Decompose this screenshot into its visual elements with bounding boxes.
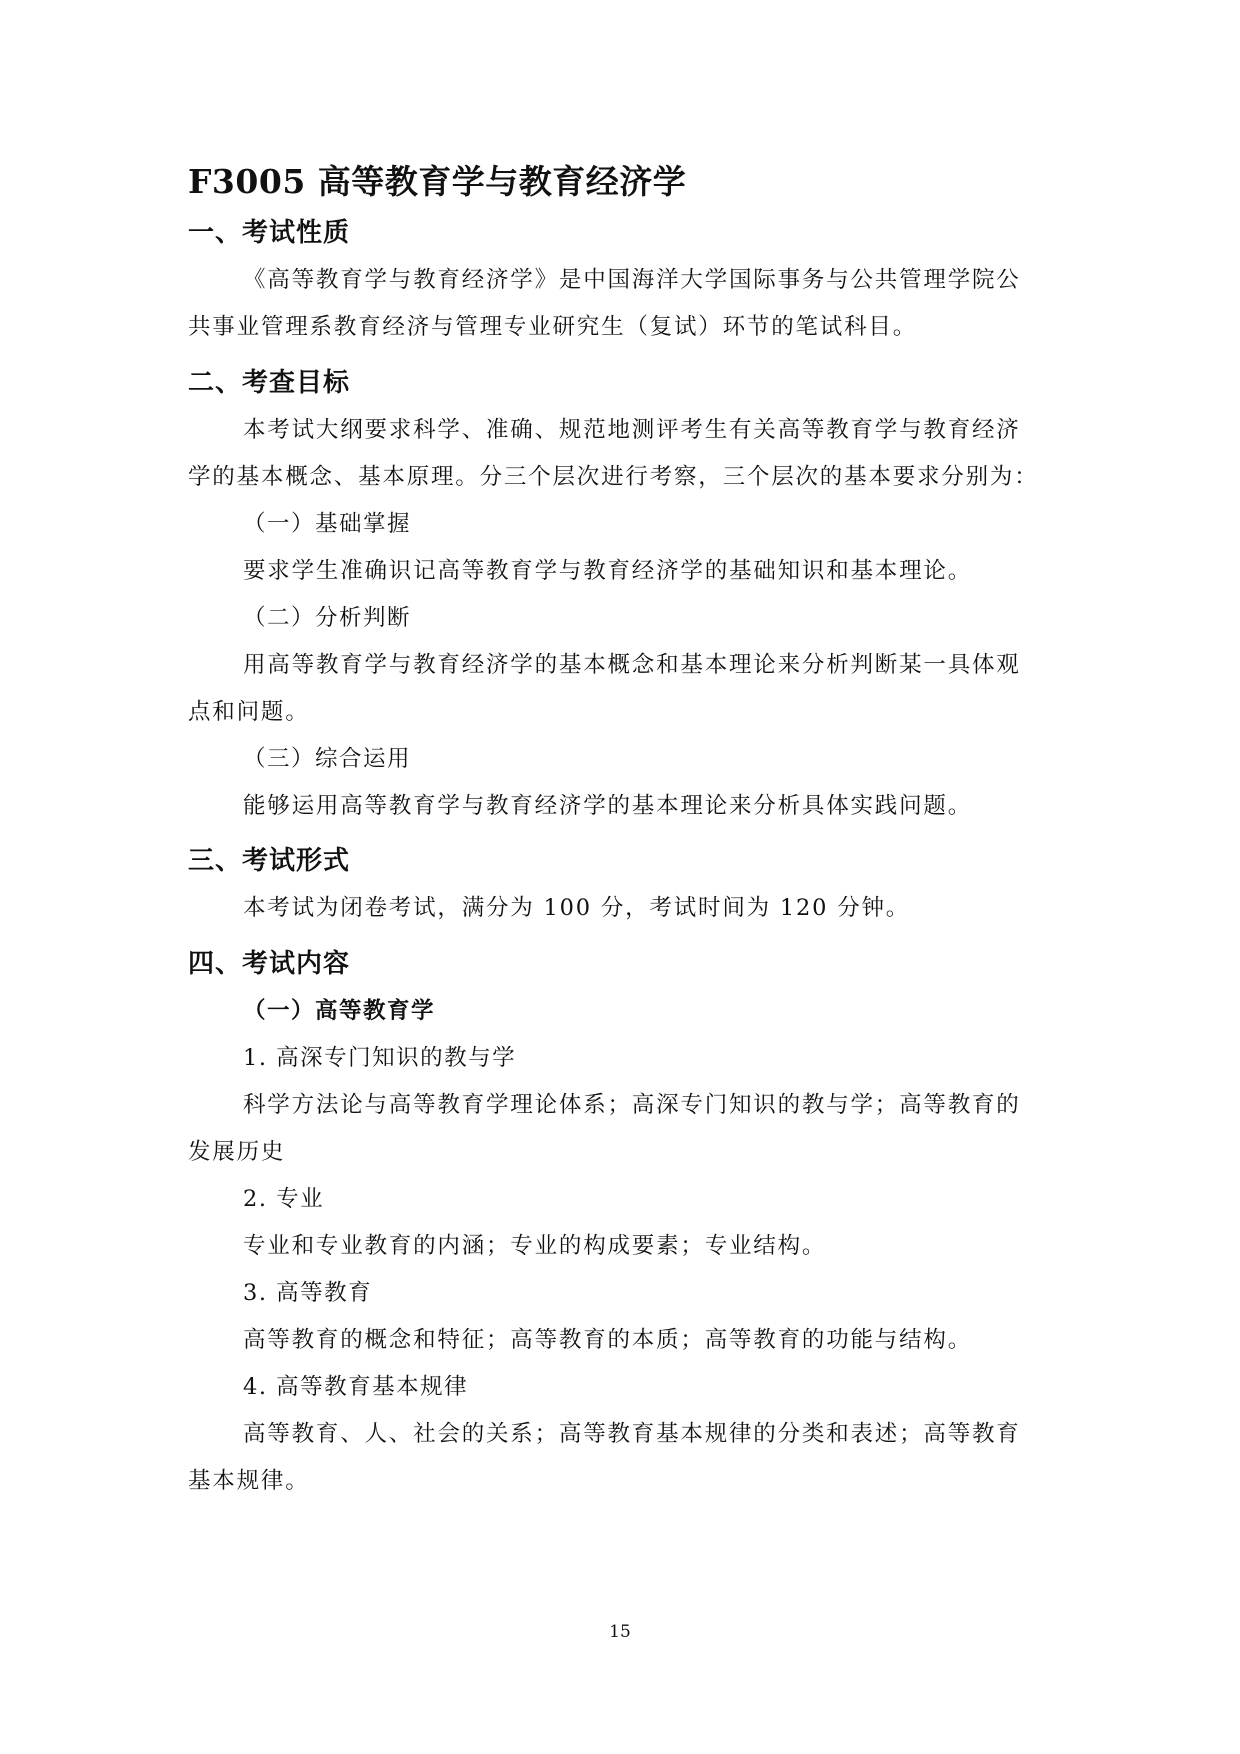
item-title: 2. 专业 bbox=[243, 1186, 325, 1212]
page-number: 15 bbox=[609, 1622, 631, 1642]
section-heading-exam-content: 四、考试内容 bbox=[188, 949, 351, 979]
paragraph-line: 共事业管理系教育经济与管理专业研究生（复试）环节的笔试科目。 bbox=[188, 314, 918, 340]
paragraph-line: 科学方法论与高等教育学理论体系；高深专门知识的教与学；高等教育的 bbox=[243, 1092, 1021, 1118]
paragraph-line: 发展历史 bbox=[188, 1139, 286, 1165]
subsection-title: （三）综合运用 bbox=[243, 746, 412, 772]
section-heading-exam-objectives: 二、考查目标 bbox=[188, 368, 351, 398]
item-title: 4. 高等教育基本规律 bbox=[243, 1374, 469, 1400]
paragraph-line: 专业和专业教育的内涵；专业的构成要素；专业结构。 bbox=[243, 1233, 827, 1259]
paragraph-line: 学的基本概念、基本原理。分三个层次进行考察，三个层次的基本要求分别为： bbox=[188, 464, 1039, 490]
section-heading-exam-format: 三、考试形式 bbox=[188, 846, 351, 876]
subsection-title: （一）基础掌握 bbox=[243, 511, 412, 537]
paragraph-line: 高等教育、人、社会的关系；高等教育基本规律的分类和表述；高等教育 bbox=[243, 1421, 1021, 1447]
paragraph-line: 本考试为闭卷考试，满分为 100 分，考试时间为 120 分钟。 bbox=[243, 895, 911, 921]
document-title: F3005 高等教育学与教育经济学 bbox=[188, 162, 687, 201]
paragraph-line: 点和问题。 bbox=[188, 699, 310, 725]
paragraph-line: 高等教育的概念和特征；高等教育的本质；高等教育的功能与结构。 bbox=[243, 1327, 973, 1353]
paragraph-line: 本考试大纲要求科学、准确、规范地测评考生有关高等教育学与教育经济 bbox=[243, 417, 1021, 443]
paragraph-line: 基本规律。 bbox=[188, 1468, 310, 1494]
section-heading-exam-nature: 一、考试性质 bbox=[188, 218, 351, 248]
paragraph-line: 能够运用高等教育学与教育经济学的基本理论来分析具体实践问题。 bbox=[243, 793, 973, 819]
item-title: 3. 高等教育 bbox=[243, 1280, 373, 1306]
paragraph-line: 《高等教育学与教育经济学》是中国海洋大学国际事务与公共管理学院公 bbox=[243, 267, 1021, 293]
paragraph-line: 用高等教育学与教育经济学的基本概念和基本理论来分析判断某一具体观 bbox=[243, 652, 1021, 678]
paragraph-line: 要求学生准确识记高等教育学与教育经济学的基础知识和基本理论。 bbox=[243, 558, 973, 584]
subsection-title: （一）高等教育学 bbox=[243, 998, 436, 1024]
subsection-title: （二）分析判断 bbox=[243, 605, 412, 631]
item-title: 1. 高深专门知识的教与学 bbox=[243, 1045, 517, 1071]
